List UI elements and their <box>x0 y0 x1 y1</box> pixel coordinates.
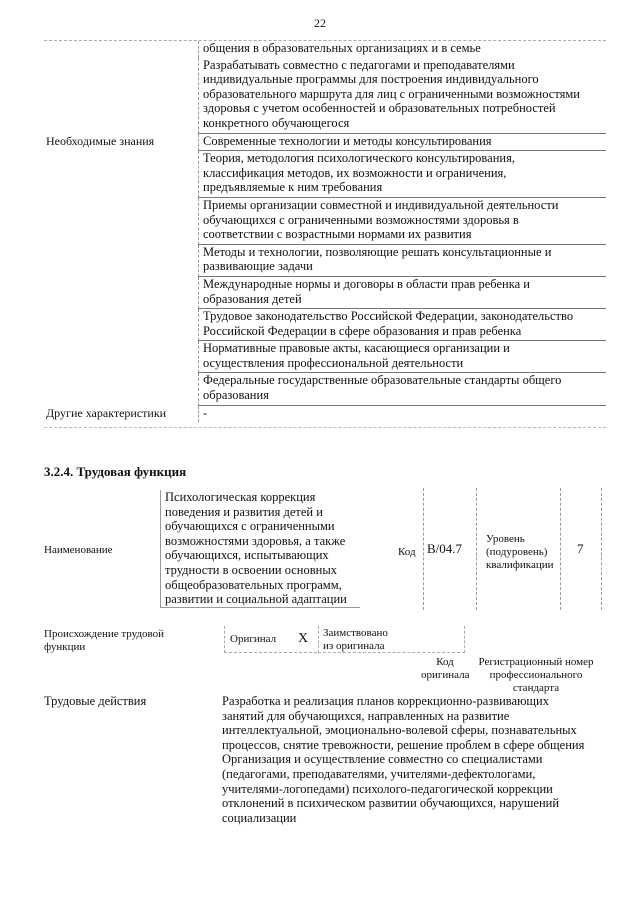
text-line: занятий для обучающихся, направленных на развитие <box>222 708 510 723</box>
knowledge-row <box>44 134 606 152</box>
text-line: классификация методов, их возможности и ограничения, <box>203 165 507 180</box>
origin-line: Происхождение трудовой <box>44 628 165 640</box>
name-line: развитии и социальной адаптации <box>165 592 347 607</box>
text-line: образовательного маршрута для лиц с ограниченными возможностями <box>203 86 580 101</box>
knowledge-row <box>44 245 606 277</box>
text-line: процессов, снятие тревожности, решение проблем в сфере общения <box>222 737 585 752</box>
code-value: B/04.7 <box>427 541 463 556</box>
borrowed-text <box>323 627 388 653</box>
text-line: Нормативные правовые акты, касающиеся организации и <box>203 341 510 356</box>
empty-label <box>44 309 198 341</box>
text-line: образования детей <box>203 291 302 306</box>
text-line: здоровья с учетом особенностей и образовательных потребностей <box>203 101 556 116</box>
text-line: Трудовое законодательство Российской Федерации, законодательство <box>203 309 574 324</box>
action-item <box>222 694 600 752</box>
text-line: Разрабатывать совместно с педагогами и преподавателями <box>203 57 515 72</box>
skills-cell <box>198 41 606 58</box>
action-item <box>222 752 600 825</box>
name-label: Наименование <box>44 544 113 556</box>
empty-label <box>44 245 198 277</box>
level-label <box>486 533 553 572</box>
text-line: интеллектуальной, эмоционально-волевой сферы, познавательных <box>222 723 577 738</box>
other-label: Другие характеристики <box>46 405 167 420</box>
borrowed-line: из оригинала <box>323 640 385 652</box>
knowledge-item <box>198 373 606 405</box>
text-line: обучающихся с ограниченными возможностями здоровья в <box>203 212 519 227</box>
origin-line: функции <box>44 641 86 653</box>
reg-number-caption <box>476 656 596 695</box>
text-line: Разработка и реализация планов коррекционно-развивающих <box>222 694 549 708</box>
knowledge-row <box>44 277 606 309</box>
page-number: 22 <box>314 16 326 30</box>
function-name <box>160 490 360 608</box>
other-value: - <box>203 405 208 420</box>
name-line: общеобразовательных программ, <box>165 577 342 592</box>
text-line: Методы и технологии, позволяющие решать консультационные и <box>203 244 552 259</box>
knowledge-item <box>198 277 606 309</box>
actions-label: Трудовые действия <box>44 694 147 708</box>
text-line: соответствии с возрастными нормами их развития <box>203 227 472 242</box>
knowledge-item <box>198 198 606 245</box>
name-line: трудности в освоении основных <box>165 562 337 577</box>
text-line: Современные технологии и методы консультирования <box>203 133 492 148</box>
skill-item <box>198 58 606 134</box>
skills-label-cell <box>44 41 198 58</box>
knowledge-item <box>198 245 606 277</box>
knowledge-row <box>44 373 606 405</box>
knowledge-item <box>198 151 606 198</box>
code-original-caption <box>421 656 469 682</box>
text-line: Организация и осуществление совместно со специалистами <box>222 752 543 767</box>
empty-label <box>44 151 198 198</box>
skills-row-2 <box>44 58 606 134</box>
knowledge-row <box>44 151 606 198</box>
continuation-line: общения в образовательных организациях и в семье <box>203 41 481 55</box>
text-line: Международные нормы и договоры в области прав ребенка и <box>203 276 530 291</box>
caption-line: оригинала <box>421 669 470 681</box>
caption-line: стандарта <box>512 682 560 694</box>
knowledge-item <box>198 341 606 373</box>
text-line: отклонений в психическом развитии обучающихся, нарушений <box>222 796 560 811</box>
text-line: социализации <box>222 810 297 825</box>
level-line: квалификации <box>486 559 554 571</box>
text-line: Теория, методология психологического консультирования, <box>203 151 515 166</box>
level-line: (подуровень) <box>486 546 548 558</box>
original-text: Оригинал <box>230 633 277 645</box>
divider <box>44 427 606 428</box>
knowledge-row <box>44 309 606 341</box>
empty-label <box>44 198 198 245</box>
text-line: Российской Федерации в сфере образования и прав ребенка <box>203 323 522 338</box>
original-mark: X <box>298 631 309 646</box>
caption-line: Код <box>436 656 454 668</box>
name-line: обучающихся, испытывающих <box>165 548 329 563</box>
name-line: Психологическая коррекция <box>165 490 316 504</box>
empty-label <box>44 341 198 373</box>
name-line: возможностями здоровья, а также <box>165 533 346 548</box>
text-line: Федеральные государственные образовательные стандарты общего <box>203 373 562 388</box>
knowledge-label: Необходимые знания <box>46 133 155 148</box>
other-row <box>44 406 606 423</box>
text-line: учителями-логопедами) психолого-педагогической коррекции <box>222 781 553 796</box>
name-line: обучающихся с ограниченными <box>165 519 335 534</box>
text-line: развивающие задачи <box>203 259 313 274</box>
code-label: Код <box>398 546 416 558</box>
empty-label <box>44 373 198 405</box>
level-value: 7 <box>577 541 584 556</box>
name-line: поведения и развития детей и <box>165 504 323 519</box>
caption-line: Регистрационный номер <box>478 656 594 668</box>
caption-line: профессионального <box>489 669 583 681</box>
text-line: индивидуальные программы для построения индивидуального <box>203 72 539 87</box>
section-title: 3.2.4. Трудовая функция <box>44 464 187 479</box>
knowledge-item <box>198 309 606 341</box>
text-line: осуществления профессиональной деятельности <box>203 355 464 370</box>
text-line: образования <box>203 388 269 403</box>
level-line: Уровень <box>486 533 525 545</box>
other-cell <box>198 406 606 423</box>
knowledge-table <box>44 40 606 422</box>
borrowed-line: Заимствовано <box>323 627 388 639</box>
knowledge-item <box>198 134 606 152</box>
text-line: (педагогами, преподавателями, учителями-дефектологами, <box>222 766 536 781</box>
text-line: конкретного обучающегося <box>203 115 350 130</box>
skills-row <box>44 40 606 58</box>
actions-list <box>222 694 600 825</box>
empty-label <box>44 277 198 309</box>
text-line: Приемы организации совместной и индивидуальной деятельности <box>203 197 559 212</box>
knowledge-row <box>44 341 606 373</box>
origin-label <box>44 628 184 654</box>
knowledge-row <box>44 198 606 245</box>
empty-label <box>44 58 198 134</box>
text-line: предъявляемые к ним требования <box>203 180 383 195</box>
